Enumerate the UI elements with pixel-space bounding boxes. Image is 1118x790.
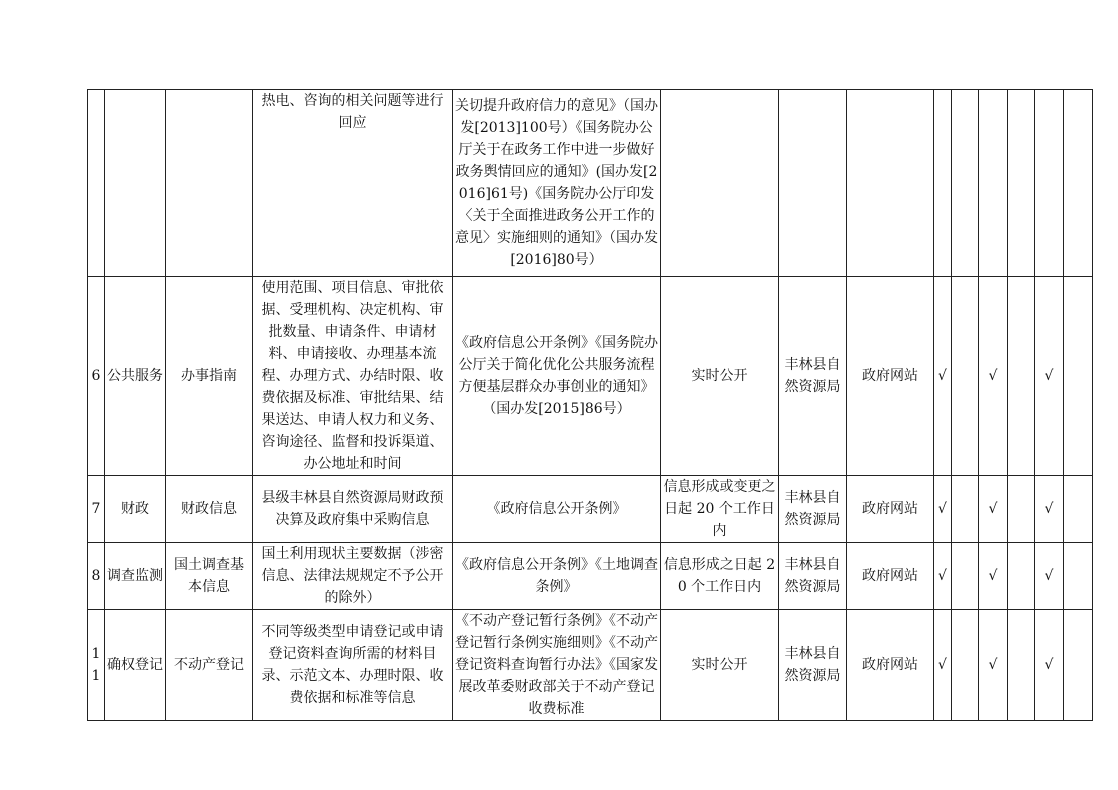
row-number: 11 — [88, 610, 105, 721]
check-cell — [1008, 476, 1035, 543]
check-cell: √ — [979, 277, 1008, 476]
check-cell — [1064, 277, 1093, 476]
category-cell: 公共服务 — [105, 277, 166, 476]
basis-cell: 《政府信息公开条例》 — [453, 476, 661, 543]
item-cell: 财政信息 — [166, 476, 253, 543]
table-row — [88, 277, 1093, 476]
table-row — [88, 543, 1093, 610]
check-cell: √ — [934, 543, 952, 610]
table-row — [88, 90, 1093, 277]
check-cell — [1008, 610, 1035, 721]
check-cell: √ — [1035, 476, 1064, 543]
check-cell: √ — [934, 476, 952, 543]
row-number: 8 — [88, 543, 105, 610]
check-cell — [1008, 90, 1035, 277]
check-cell — [1064, 476, 1093, 543]
check-cell — [1008, 277, 1035, 476]
check-cell — [979, 90, 1008, 277]
check-cell — [952, 90, 979, 277]
row-number — [88, 90, 105, 277]
timeframe-cell: 实时公开 — [661, 277, 779, 476]
category-cell — [105, 90, 166, 277]
subject-cell: 丰林县自然资源局 — [779, 476, 847, 543]
channel-cell: 政府网站 — [847, 476, 934, 543]
check-cell — [1035, 90, 1064, 277]
subject-cell: 丰林县自然资源局 — [779, 543, 847, 610]
basis-cell: 《政府信息公开条例》《土地调查条例》 — [453, 543, 661, 610]
content-cell: 国土利用现状主要数据（涉密信息、法律法规规定不予公开的除外） — [253, 543, 453, 610]
check-cell: √ — [1035, 277, 1064, 476]
check-cell: √ — [979, 543, 1008, 610]
timeframe-cell: 信息形成或变更之日起 20 个工作日内 — [661, 476, 779, 543]
check-cell: √ — [934, 610, 952, 721]
row-number: 7 — [88, 476, 105, 543]
content-cell: 使用范围、项目信息、审批依据、受理机构、决定机构、审批数量、申请条件、申请材料、申请接收、办理基本流程、办理方式、办结时限、收费依据及标准、审批结果、结果送达、申请人权力和义务、咨询途径、监督和投诉渠道、办公地址和时间 — [253, 277, 453, 476]
timeframe-cell — [661, 90, 779, 277]
check-cell — [952, 277, 979, 476]
basis-cell: 关切提升政府信力的意见》（国办发[2013]100号）《国务院办公厅关于在政务工作中进一步做好政务舆情回应的通知》(国办发[2016]61号)《国务院办公厅印发〈关于全面推进政务公开工作的意见〉实施细则的通知》（国办发[2016]80号） — [453, 90, 661, 277]
timeframe-cell: 实时公开 — [661, 610, 779, 721]
basis-cell: 《不动产登记暂行条例》《不动产登记暂行条例实施细则》《不动产登记资料查询暂行办法》《国家发展改革委财政部关于不动产登记收费标准 — [453, 610, 661, 721]
channel-cell — [847, 90, 934, 277]
check-cell — [952, 476, 979, 543]
check-cell: √ — [934, 277, 952, 476]
check-cell: √ — [979, 610, 1008, 721]
channel-cell: 政府网站 — [847, 610, 934, 721]
check-cell — [1064, 610, 1093, 721]
item-cell — [166, 90, 253, 277]
table-row — [88, 476, 1093, 543]
check-cell — [952, 610, 979, 721]
content-cell: 县级丰林县自然资源局财政预决算及政府集中采购信息 — [253, 476, 453, 543]
channel-cell: 政府网站 — [847, 277, 934, 476]
subject-cell — [779, 90, 847, 277]
category-cell: 调查监测 — [105, 543, 166, 610]
category-cell: 财政 — [105, 476, 166, 543]
content-cell: 不同等级类型申请登记或申请登记资料查询所需的材料目录、示范文本、办理时限、收费依据和标准等信息 — [253, 610, 453, 721]
check-cell — [1064, 543, 1093, 610]
item-cell: 办事指南 — [166, 277, 253, 476]
check-cell: √ — [1035, 610, 1064, 721]
subject-cell: 丰林县自然资源局 — [779, 277, 847, 476]
check-cell: √ — [979, 476, 1008, 543]
item-cell: 国土调查基本信息 — [166, 543, 253, 610]
disclosure-table — [87, 89, 1093, 721]
check-cell — [1008, 543, 1035, 610]
subject-cell: 丰林县自然资源局 — [779, 610, 847, 721]
table-row — [88, 610, 1093, 721]
check-cell: √ — [1035, 543, 1064, 610]
timeframe-cell: 信息形成之日起 20 个工作日内 — [661, 543, 779, 610]
check-cell — [1064, 90, 1093, 277]
item-cell: 不动产登记 — [166, 610, 253, 721]
content-cell: 热电、咨询的相关问题等进行回应 — [253, 90, 453, 277]
category-cell: 确权登记 — [105, 610, 166, 721]
basis-cell: 《政府信息公开条例》《国务院办公厅关于简化优化公共服务流程方便基层群众办事创业的通知》（国办发[2015]86号） — [453, 277, 661, 476]
channel-cell: 政府网站 — [847, 543, 934, 610]
check-cell — [952, 543, 979, 610]
check-cell — [934, 90, 952, 277]
row-number: 6 — [88, 277, 105, 476]
